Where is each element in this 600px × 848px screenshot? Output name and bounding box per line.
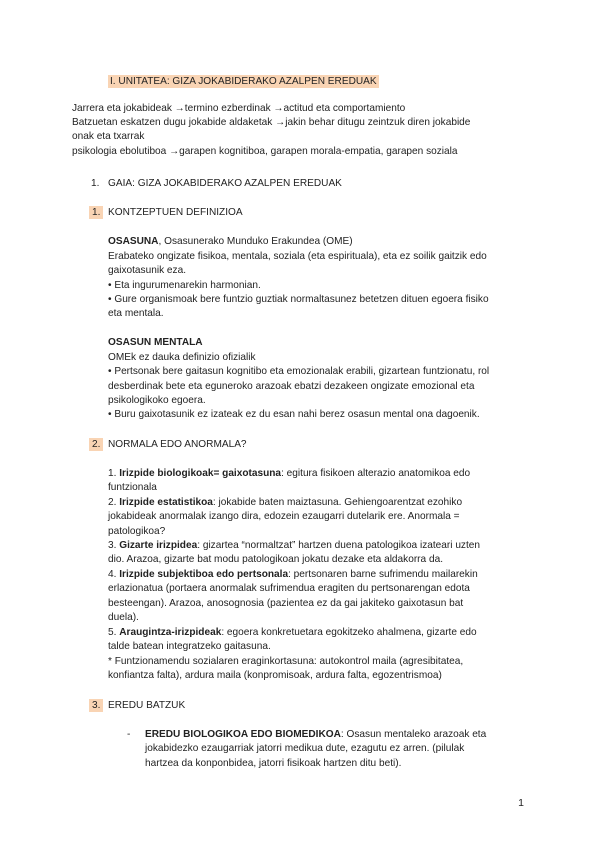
note-line: * Funtzionamendu sozialaren eraginkortasuna: autokontrol maila (agresibitatea,	[108, 656, 464, 667]
osasuna-line: • Gure organismoak bere funtzio guztiak normaltasunez betetzen dituen egoera fisiko	[108, 294, 489, 305]
criterion-5-term: Araugintza-irizpideak	[119, 627, 222, 638]
criterion-line: jokabideak anormalak izango dira, edozein ezaugarri dutelarik ere. Anormala =	[108, 511, 460, 522]
page-number: 1	[518, 797, 524, 809]
osasuna-title-line	[108, 235, 353, 248]
eredu-line: jokabidezko ezaugarriak jatorri medikua dute, ezagutu ez arren. (pilulak	[145, 743, 465, 754]
osasuna-line: gaixotasunik eza.	[108, 265, 186, 276]
section-1-number: 1.	[89, 206, 103, 219]
criterion-line: talde batean integratzeko gaitasuna.	[108, 641, 271, 652]
intro-line: Batzuetan eskatzen dugu jokabide aldaketak →jakin behar ditugu zeintzuk diren jokabide	[72, 117, 471, 128]
mentala-line: OMEk ez dauka definizio ofizialik	[108, 352, 256, 363]
criterion-line: duela).	[108, 612, 139, 623]
criterion-3-term: Gizarte irizpidea	[119, 540, 198, 551]
note-line: konfiantza falta), ardura maila (konpromisoak, ardura falta, egozentrismoa)	[108, 670, 442, 681]
mentala-line: • Pertsonak bere gaitasun kognitibo eta emozionalak erabili, gizartean funtzionatu, rol	[108, 366, 490, 377]
criterion-line: erlazionatua (portaera anormalak sufrimendua eragiten du pertsonarengan edota	[108, 583, 470, 594]
criterion-1-line: 1. Irizpide biologikoak= gaixotasuna: egitura fisikoen alterazio anatomikoa edo	[108, 468, 471, 479]
osasuna-line: eta mentala.	[108, 308, 164, 319]
eredu-term: EREDU BIOLOGIKOA EDO BIOMEDIKOA	[145, 729, 341, 740]
osasuna-source: , Osasunerako Munduko Erakundea (OME)	[158, 236, 353, 247]
osasuna-line: Erabateko ongizate fisikoa, mentala, soziala (eta espirituala), eta ez soilik gaitzik edo	[108, 251, 487, 262]
section-2-number: 2.	[89, 438, 103, 451]
intro-line: psikologia ebolutiboa →garapen kognitiboa, garapen morala-empatia, garapen soziala	[72, 146, 458, 157]
eredu-line: hartzea da konponbidea, jatorri fisikoak hartzen ditu beti).	[145, 758, 402, 769]
criterion-2-line: 2. Irizpide estatistikoa: jokabide baten maiztasuna. Gehiengoarentzat ezohiko	[108, 497, 463, 508]
gaia-heading: GAIA: GIZA JOKABIDERAKO AZALPEN EREDUAK	[108, 178, 342, 189]
list-bullet: -	[127, 729, 131, 740]
criterion-4-term: Irizpide subjektiboa edo pertsonala	[119, 569, 289, 580]
mentala-line: desberdinak bete eta eguneroko arazoak ebatzi dezakeen ongizate emozional eta	[108, 381, 475, 392]
eredu-line: EREDU BIOLOGIKOA EDO BIOMEDIKOA: Osasun mentaleko arazoak eta	[145, 729, 487, 740]
osasuna-line: • Eta ingurumenarekin harmonian.	[108, 280, 261, 291]
mentala-line: psikologikoko egoera.	[108, 395, 206, 406]
criterion-line: patologikoa?	[108, 526, 166, 537]
criterion-1-term: Irizpide biologikoak= gaixotasuna	[119, 468, 282, 479]
section-3-heading: EREDU BATZUK	[108, 700, 186, 711]
osasun-mentala-term: OSASUN MENTALA	[108, 337, 203, 348]
criterion-line: dio. Arazoa, gizarte bat modu patologikoan jokatu dezake eta aldakorra da.	[108, 554, 443, 565]
criterion-4-line: 4. Irizpide subjektiboa edo pertsonala: pertsonaren barne sufrimendu mailarekin	[108, 569, 478, 580]
intro-line: onak eta txarrak	[72, 131, 145, 142]
intro-line: Jarrera eta jokabideak →termino ezberdinak →actitud eta comportamiento	[72, 103, 406, 114]
criterion-2-term: Irizpide estatistikoa	[119, 497, 213, 508]
section-2-heading: NORMALA EDO ANORMALA?	[108, 439, 247, 450]
criterion-3-line: 3. Gizarte irizpidea: gizartea “normaltzat” hartzen duena patologikoa izateari uzten	[108, 540, 481, 551]
document-title: I. UNITATEA: GIZA JOKABIDERAKO AZALPEN EREDUAK	[110, 76, 377, 87]
section-1-heading: KONTZEPTUEN DEFINIZIOA	[108, 207, 243, 218]
section-3-number: 3.	[89, 699, 103, 712]
osasuna-term: OSASUNA	[108, 236, 159, 247]
criterion-line: besteengan). Arazoa, anosognosia (pazientea ez da gai jakiteko gaixotasun bat	[108, 598, 464, 609]
gaia-number: 1.	[91, 178, 100, 189]
mentala-line: • Buru gaixotasunik ez izateak ez du esan nahi berez osasun mental ona dagoenik.	[108, 409, 480, 420]
criterion-line: funtzionala	[108, 482, 157, 493]
criterion-5-line: 5. Araugintza-irizpideak: egoera konkretuetara egokitzeko ahalmena, gizarte edo	[108, 627, 477, 638]
